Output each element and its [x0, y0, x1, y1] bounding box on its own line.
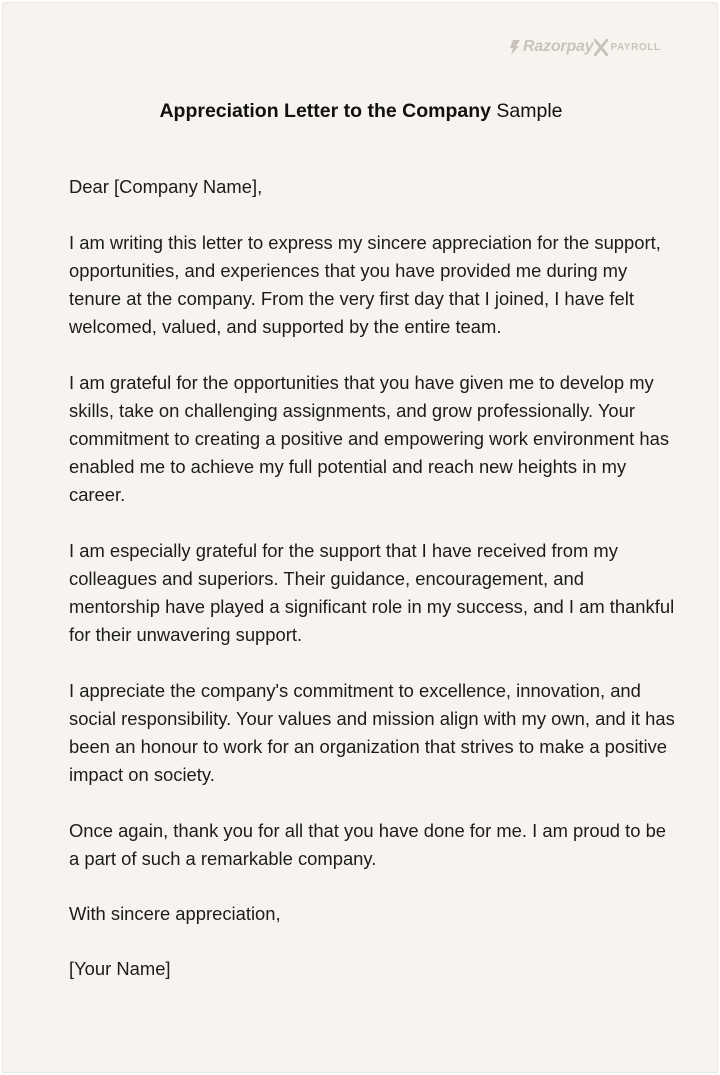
paragraph-1: I am writing this letter to express my sincere appreciation for the support, opportunities, and experiences that you have provided me during my tenure at the company. From the very first day that I joined, I have felt welcomed, valued, and supported by the entire team.	[69, 232, 661, 337]
logo-suffix: PAYROLL	[610, 41, 661, 53]
letter-title	[3, 98, 719, 124]
paragraph-2: I am grateful for the opportunities that you have given me to develop my skills, take on challenging assignments, and grow professionally. Your commitment to creating a positive and empowering work environment has enabled me to achieve my full potential and reach new heights in my career.	[69, 372, 670, 505]
signature: [Your Name]	[69, 958, 171, 979]
letter-page	[2, 2, 718, 1073]
paragraph-5: Once again, thank you for all that you have done for me. I am proud to be a part of such a remarkable company.	[69, 820, 667, 869]
letter-title-bold: Appreciation Letter to the Company	[159, 100, 491, 122]
x-mark-icon	[594, 39, 608, 56]
razorpay-logo-icon	[509, 40, 520, 55]
letter-body	[69, 173, 679, 1011]
letter-title-regular: Sample	[496, 100, 563, 122]
paragraph-3: I am especially grateful for the support that I have received from my colleagues and superiors. Their guidance, encouragement, and mentorship have played a significant role in my success, and I am thankful for their unwavering support.	[69, 540, 675, 645]
salutation: Dear [Company Name],	[69, 176, 263, 197]
paragraph-4: I appreciate the company's commitment to excellence, innovation, and social responsibility. Your values and mission align with my own, and it has been an honour to work for an organization that strives to make a positive impact on society.	[69, 680, 675, 785]
logo-brand-text: Razorpay	[523, 38, 594, 55]
brand-logo	[509, 36, 661, 58]
closing: With sincere appreciation,	[69, 903, 281, 924]
